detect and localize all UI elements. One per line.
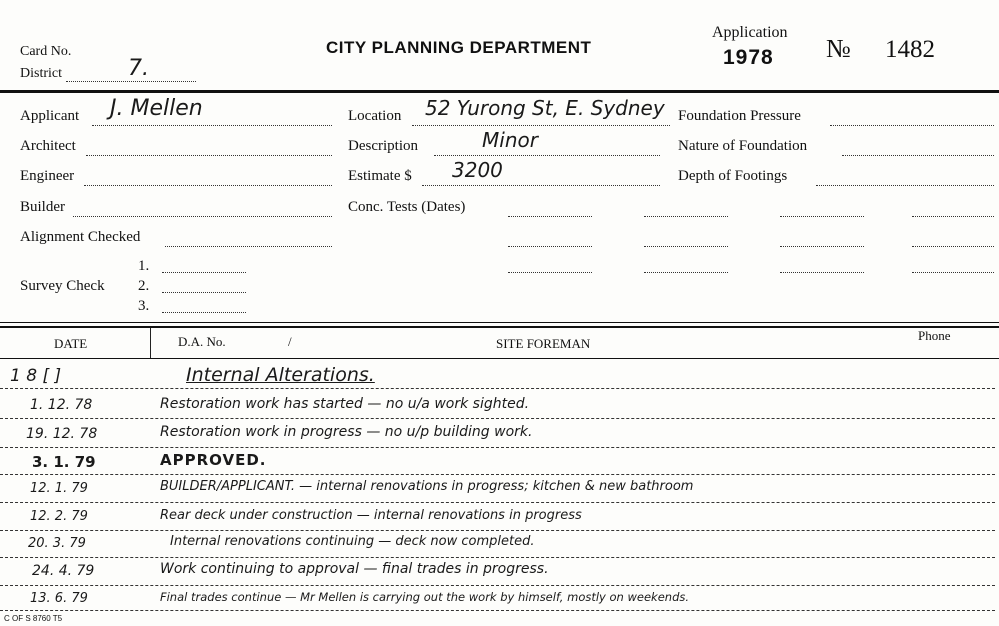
row-date: 1 8 [ ]: [10, 366, 62, 386]
row-date: 1. 12. 78: [30, 397, 93, 413]
conc-line-4: [644, 216, 728, 217]
row-date: 12. 2. 79: [30, 509, 88, 524]
row-entry: Internal renovations continuing — deck now completed.: [170, 534, 535, 549]
site-foreman-header: SITE FOREMAN: [496, 336, 591, 351]
builder-label: Builder: [20, 199, 65, 215]
row-entry: Restoration work has started — no u/a work sighted.: [160, 396, 530, 412]
row-date: 19. 12. 78: [26, 426, 98, 442]
estimate-line: [422, 185, 660, 186]
description-line: [434, 155, 660, 156]
row-rule: [0, 610, 995, 611]
district-value: 7.: [128, 56, 149, 81]
row-rule: [0, 585, 995, 586]
application-label: Application: [712, 24, 788, 41]
row-entry: BUILDER/APPLICANT. — internal renovations in progress; kitchen & new bathroom: [160, 479, 694, 494]
applicant-value: J. Mellen: [110, 96, 203, 121]
estimate-value: 3200: [452, 158, 503, 182]
date-header: DATE: [54, 336, 88, 351]
survey-line-3: [162, 312, 246, 313]
conc-line-6: [644, 272, 728, 273]
table-top-rule: [0, 322, 999, 323]
applicant-label: Applicant: [20, 108, 80, 124]
date-divider: [150, 328, 151, 358]
conc-line-12: [912, 272, 994, 273]
row-date: 12. 1. 79: [30, 481, 88, 496]
depth-footings-line: [816, 185, 994, 186]
nature-foundation-label: Nature of Foundation: [678, 138, 808, 154]
depth-footings-label: Depth of Footings: [678, 168, 788, 184]
conc-line-11: [912, 246, 994, 247]
conc-line-8: [780, 246, 864, 247]
number-symbol: №: [826, 34, 851, 63]
row-entry: Rear deck under construction — internal renovations in progress: [160, 508, 582, 523]
foundation-pressure-line: [830, 125, 994, 126]
department-title: CITY PLANNING DEPARTMENT: [326, 38, 592, 57]
engineer-label: Engineer: [20, 168, 75, 184]
survey-num-1: 1.: [138, 258, 150, 274]
row-rule: [0, 418, 995, 419]
da-slash: /: [288, 334, 292, 349]
row-rule: [0, 502, 995, 503]
description-value: Minor: [482, 128, 538, 152]
survey-num-3: 3.: [138, 298, 150, 314]
phone-header: Phone: [918, 328, 951, 343]
card-no-label: Card No.: [20, 44, 72, 59]
survey-line-2: [162, 292, 246, 293]
survey-line-1: [162, 272, 246, 273]
conc-line-10: [912, 216, 994, 217]
form-code: C OF S 8760 T5: [4, 614, 63, 623]
conc-line-3: [508, 272, 592, 273]
location-value: 52 Yurong St, E. Sydney: [425, 96, 665, 120]
applicant-line: [92, 125, 332, 126]
conc-line-5: [644, 246, 728, 247]
alignment-line: [165, 246, 332, 247]
location-line: [412, 125, 670, 126]
row-rule: [0, 557, 995, 558]
row-entry: Work continuing to approval — final trades in progress.: [160, 561, 549, 577]
foundation-pressure-label: Foundation Pressure: [678, 108, 801, 124]
header-rule: [0, 90, 999, 93]
builder-line: [73, 216, 332, 217]
conc-line-1: [508, 216, 592, 217]
row-date: 13. 6. 79: [30, 591, 88, 606]
row-entry: APPROVED.: [160, 451, 267, 469]
engineer-line: [84, 185, 332, 186]
da-header: D.A. No.: [178, 334, 226, 349]
conc-tests-label: Conc. Tests (Dates): [348, 199, 466, 215]
row-date: 20. 3. 79: [28, 536, 86, 551]
architect-line: [86, 155, 332, 156]
row-date: 24. 4. 79: [32, 563, 95, 579]
description-label: Description: [348, 138, 418, 154]
conc-line-7: [780, 216, 864, 217]
survey-num-2: 2.: [138, 278, 150, 294]
estimate-label: Estimate $: [348, 168, 412, 184]
header-bottom-rule: [0, 358, 999, 359]
architect-label: Architect: [20, 138, 76, 154]
row-rule: [0, 388, 995, 389]
row-entry: Restoration work in progress — no u/p building work.: [160, 424, 533, 440]
survey-label: Survey Check: [20, 278, 105, 294]
row-rule: [0, 447, 995, 448]
row-rule: [0, 474, 995, 475]
nature-foundation-line: [842, 155, 994, 156]
conc-line-2: [508, 246, 592, 247]
district-line: [66, 81, 196, 82]
row-entry: Internal Alterations.: [186, 364, 375, 386]
application-year: 1978: [723, 46, 774, 69]
district-label: District: [20, 66, 62, 81]
row-date: 3. 1. 79: [32, 453, 96, 471]
location-label: Location: [348, 108, 402, 124]
application-number: 1482: [885, 36, 935, 63]
row-entry: Final trades continue — Mr Mellen is carrying out the work by himself, mostly on weekends.: [160, 590, 690, 604]
row-rule: [0, 530, 995, 531]
conc-line-9: [780, 272, 864, 273]
alignment-label: Alignment Checked: [20, 229, 141, 245]
